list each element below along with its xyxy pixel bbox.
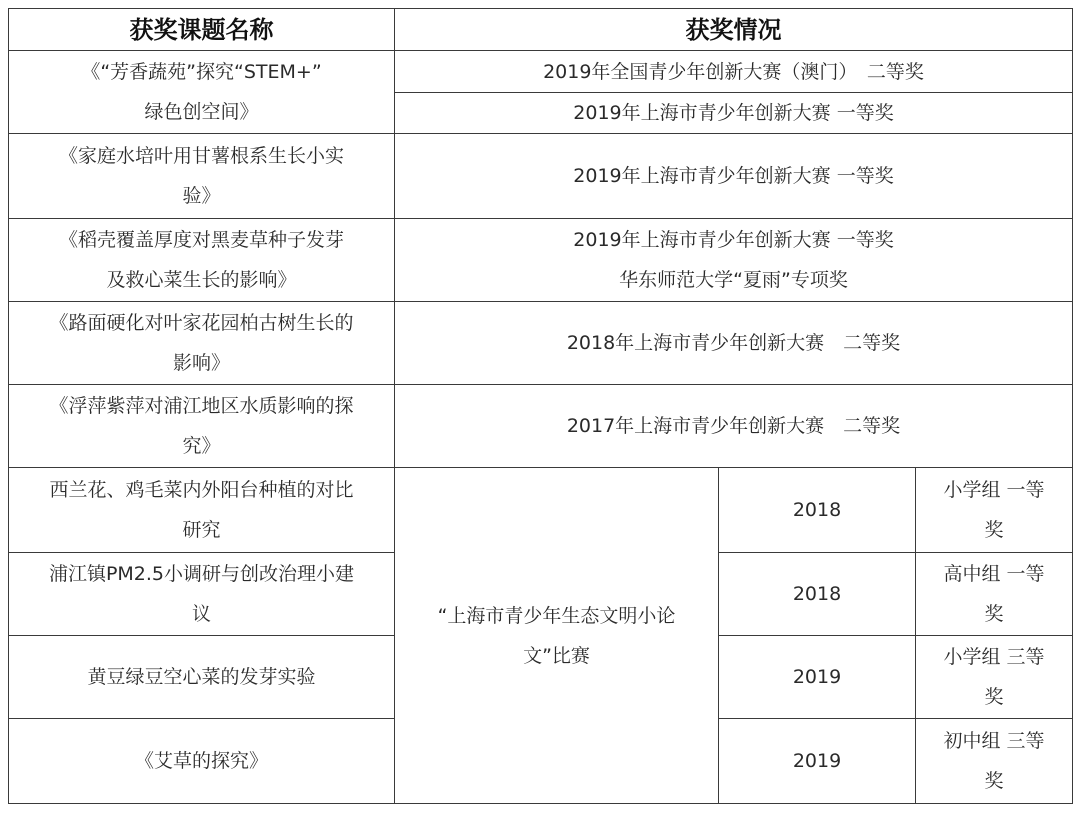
award-cell: 2019年全国青少年创新大赛（澳门） 二等奖 — [395, 51, 1073, 92]
award-result: 小学组 三等 奖 — [916, 636, 1073, 719]
awards-table — [8, 8, 1073, 804]
award-cell: 2019年上海市青少年创新大赛 一等奖 — [395, 134, 1073, 219]
project-title: 浦江镇PM2.5小调研与创改治理小建 议 — [9, 553, 395, 636]
table-row — [9, 134, 1073, 219]
table-row — [9, 385, 1073, 468]
project-title: 《家庭水培叶用甘薯根系生长小实 验》 — [9, 134, 395, 219]
project-title: 黄豆绿豆空心菜的发芽实验 — [9, 636, 395, 719]
project-title: 《“芳香蔬苑”探究“STEM+” 绿色创空间》 — [9, 51, 395, 134]
header-row — [9, 9, 1073, 51]
award-cell: 2019年上海市青少年创新大赛 一等奖 华东师范大学“夏雨”专项奖 — [395, 219, 1073, 302]
header-title: 获奖课题名称 — [9, 9, 395, 51]
table-row — [9, 51, 1073, 92]
award-year: 2018 — [719, 468, 916, 553]
project-title: 《稻壳覆盖厚度对黑麦草种子发芽 及救心菜生长的影响》 — [9, 219, 395, 302]
project-title: 《路面硬化对叶家花园柏古树生长的 影响》 — [9, 302, 395, 385]
award-result: 小学组 一等 奖 — [916, 468, 1073, 553]
award-result: 高中组 一等 奖 — [916, 553, 1073, 636]
project-title: 西兰花、鸡毛菜内外阳台种植的对比 研究 — [9, 468, 395, 553]
award-cell: 2017年上海市青少年创新大赛 二等奖 — [395, 385, 1073, 468]
header-awards: 获奖情况 — [395, 9, 1073, 51]
table-row — [9, 468, 1073, 553]
competition-name: “上海市青少年生态文明小论 文”比赛 — [395, 468, 719, 804]
award-year: 2019 — [719, 636, 916, 719]
award-cell: 2019年上海市青少年创新大赛 一等奖 — [395, 92, 1073, 133]
award-year: 2018 — [719, 553, 916, 636]
award-cell: 2018年上海市青少年创新大赛 二等奖 — [395, 302, 1073, 385]
award-year: 2019 — [719, 719, 916, 804]
table-row — [9, 219, 1073, 302]
table-row — [9, 302, 1073, 385]
award-result: 初中组 三等 奖 — [916, 719, 1073, 804]
project-title: 《浮萍紫萍对浦江地区水质影响的探 究》 — [9, 385, 395, 468]
project-title: 《艾草的探究》 — [9, 719, 395, 804]
